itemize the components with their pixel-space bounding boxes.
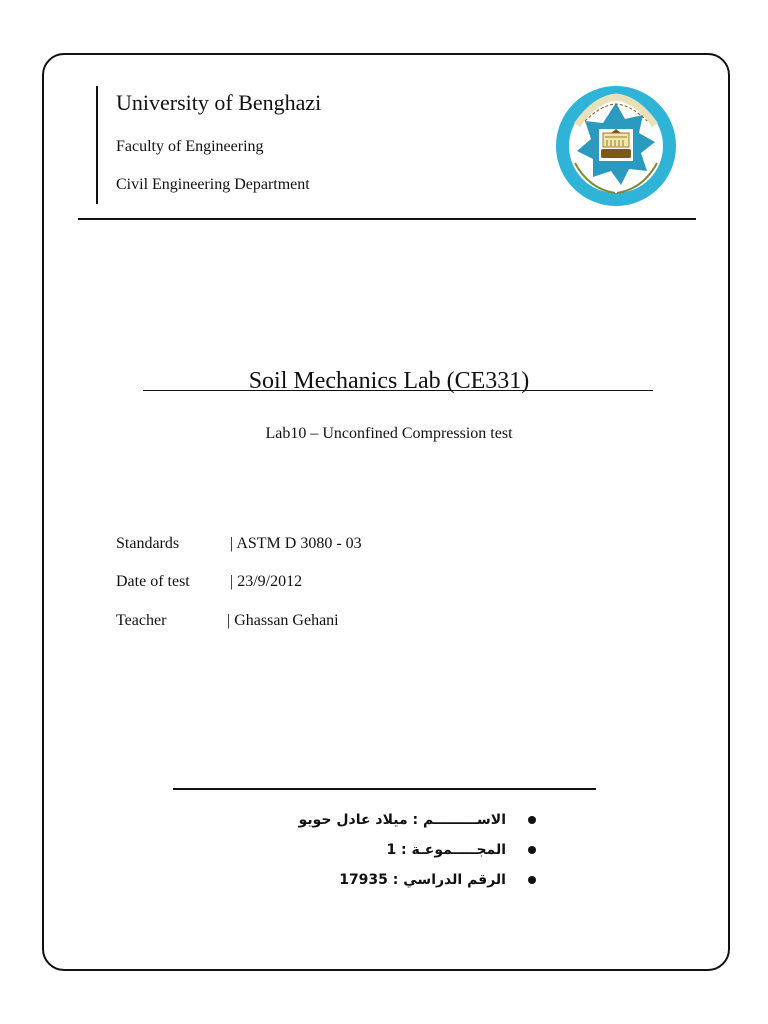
info-value: | 23/9/2012 [230, 573, 303, 590]
info-value: | ASTM D 3080 - 03 [230, 535, 362, 552]
header-divider-horizontal [78, 218, 696, 220]
header-divider-vertical [96, 86, 98, 204]
bullet-icon [528, 876, 536, 884]
student-group: المجـــــموعـة : 1 [299, 840, 536, 870]
signature-line [173, 788, 596, 790]
info-label: Date of test [116, 573, 190, 590]
university-name: University of Benghazi [116, 90, 322, 115]
info-value: | Ghassan Gehani [227, 612, 339, 629]
course-title: Soil Mechanics Lab (CE331) [248, 368, 530, 394]
student-details [299, 810, 536, 900]
lab-subtitle: Lab10 – Unconfined Compression test [265, 425, 513, 442]
info-label: Teacher [116, 612, 167, 629]
university-logo [555, 85, 677, 207]
department-name: Civil Engineering Department [116, 176, 310, 193]
faculty-name: Faculty of Engineering [116, 138, 264, 155]
bullet-icon [528, 846, 536, 854]
student-id: الرقم الدراسي : 17935 [299, 870, 536, 900]
info-label: Standards [116, 535, 180, 552]
student-name: الاســـــــــم : ميلاد عادل حويو [299, 810, 536, 840]
bullet-icon [528, 816, 536, 824]
